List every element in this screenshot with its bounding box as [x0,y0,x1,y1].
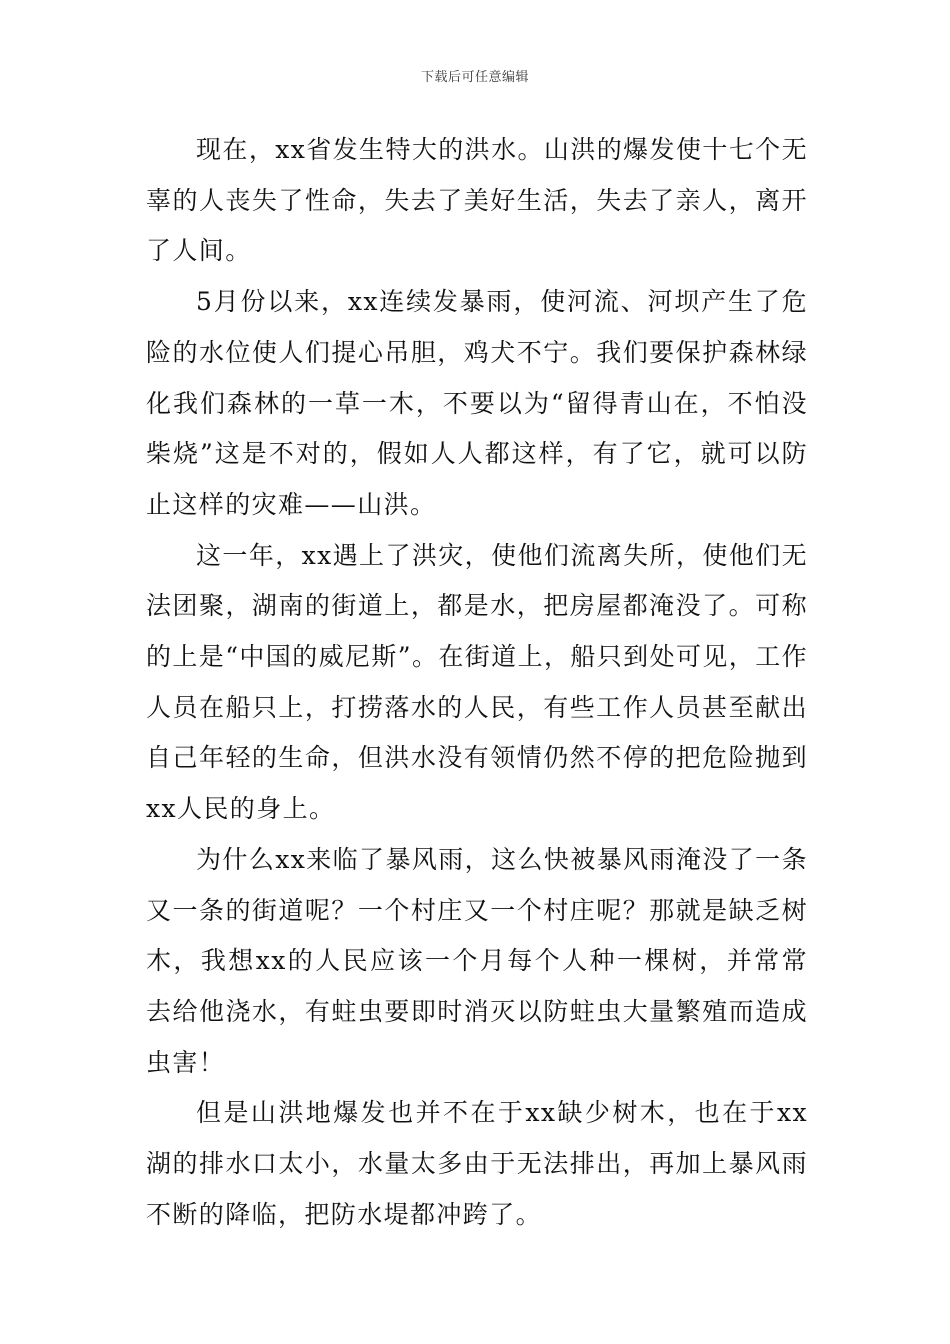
paragraph-5: 但是山洪地爆发也并不在于xx缺少树木，也在于xx湖的排水口太小，水量太多由于无法排出，再加上暴风雨不断的降临，把防水堤都冲跨了。 [146,1098,808,1229]
article-body [146,125,808,1240]
paragraph-1: 现在，xx省发生特大的洪水。山洪的爆发使十七个无辜的人丧失了性命，失去了美好生活，失去了亲人，离开了人间。 [146,135,808,266]
paragraph-2: 5月份以来，xx连续发暴雨，使河流、河坝产生了危险的水位使人们提心吊胆，鸡犬不宁。我们要保护森林绿化我们森林的一草一木，不要以为“留得青山在，不怕没柴烧”这是不对的，假如人人都这样，有了它，就可以防止这样的灾难——山洪。 [146,287,808,519]
paragraph-4: 为什么xx来临了暴风雨，这么快被暴风雨淹没了一条又一条的街道呢？一个村庄又一个村庄呢？那就是缺乏树木，我想xx的人民应该一个月每个人种一棵树，并常常去给他浇水，有蛀虫要即时消灭以防蛀虫大量繁殖而造成虫害！ [146,844,808,1077]
paragraph-3: 这一年，xx遇上了洪灾，使他们流离失所，使他们无法团聚，湖南的街道上，都是水，把房屋都淹没了。可称的上是“中国的威尼斯”。在街道上，船只到处可见，工作人员在船只上，打捞落水的人民，有些工作人员甚至献出自己年轻的生命，但洪水没有领情仍然不停的把危险抛到xx人民的身上。 [146,540,808,824]
header-note: 下载后可任意编辑 [420,70,529,85]
